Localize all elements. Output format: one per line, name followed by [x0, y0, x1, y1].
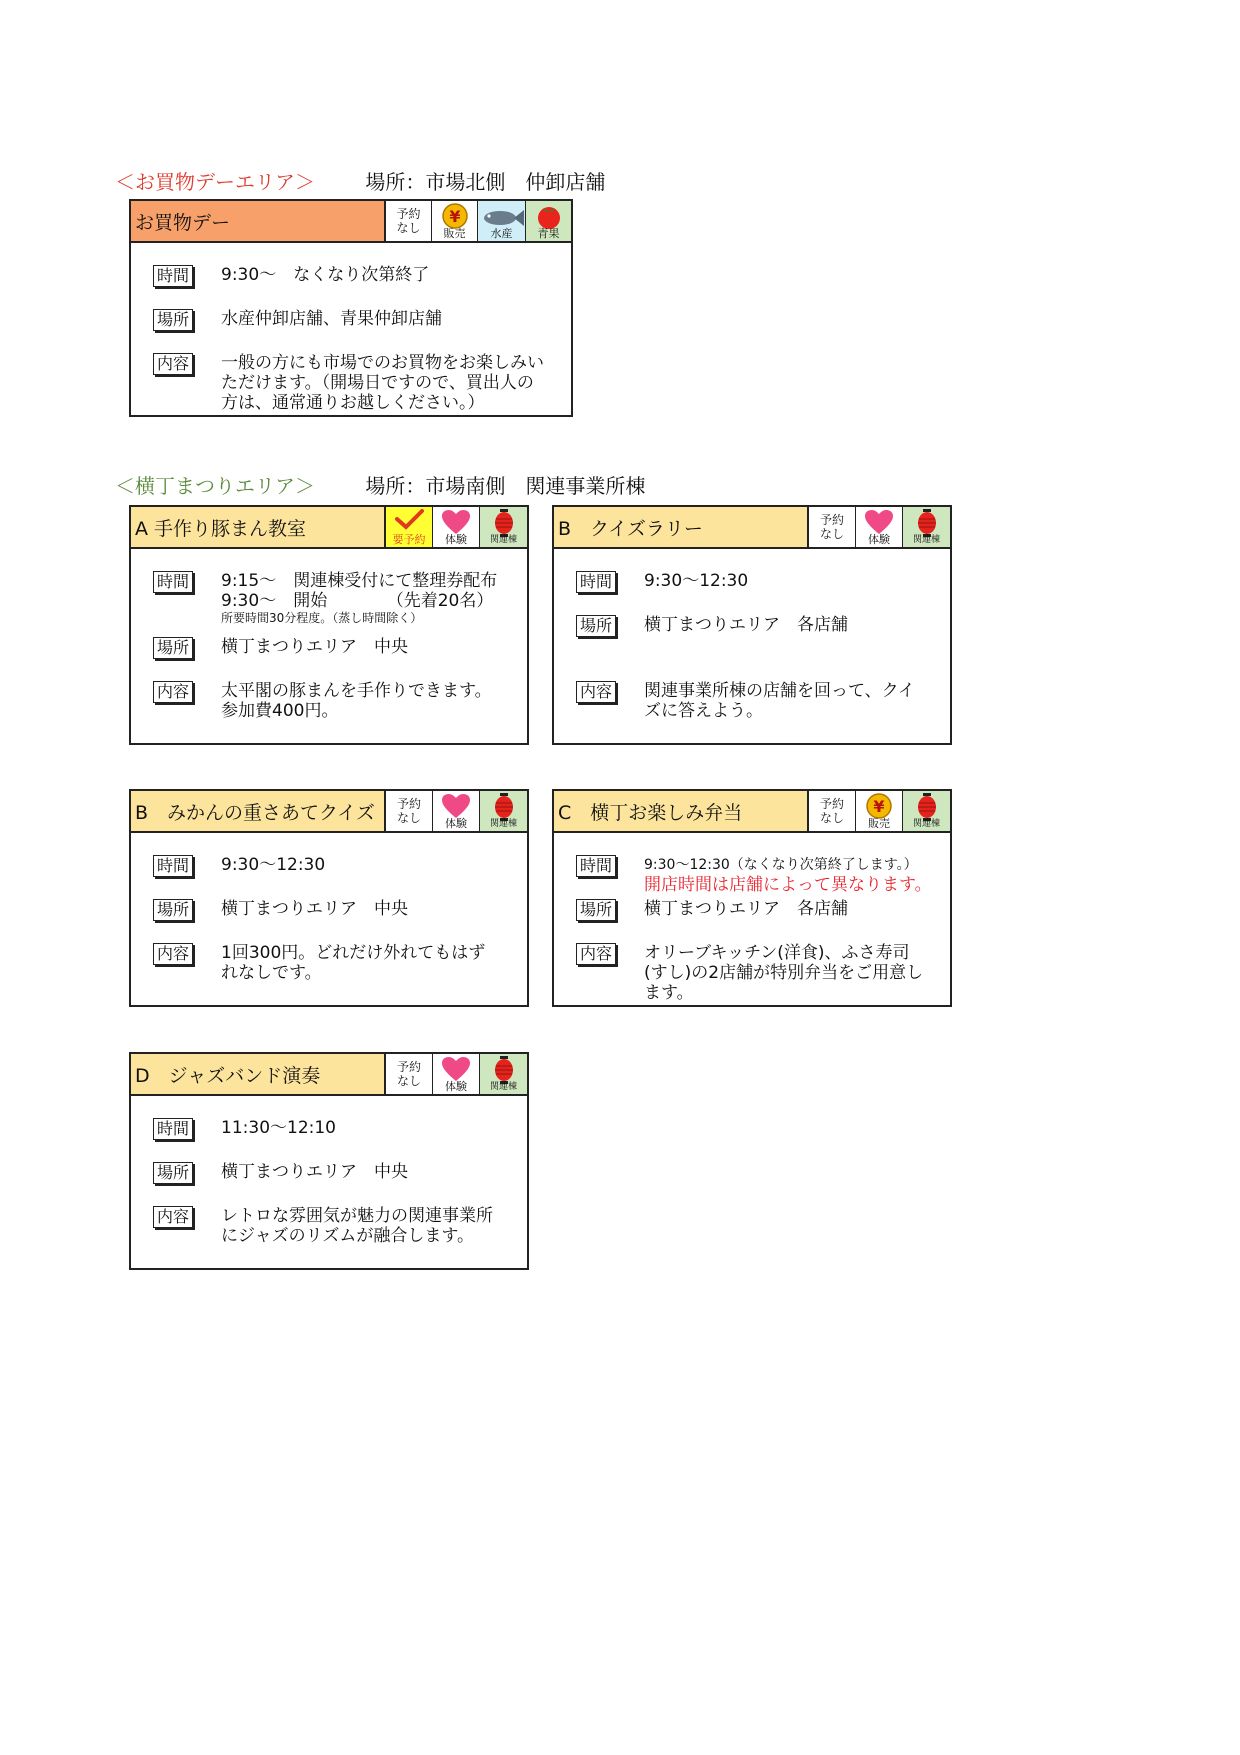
content-row	[153, 943, 485, 983]
time-value: 9:30～12:30（なくなり次第終了します。）	[644, 857, 918, 873]
heart-icon	[441, 793, 471, 819]
badge-group	[808, 791, 950, 831]
place-label: 場所	[153, 1162, 193, 1184]
badge-label: 関連棟	[489, 819, 517, 829]
area-location: 場所：市場北側 仲卸店舗	[365, 170, 606, 194]
no-reservation-badge	[385, 1054, 432, 1094]
lantern-icon	[917, 509, 937, 537]
no-reservation-badge	[808, 507, 855, 547]
experience-badge	[432, 1054, 479, 1094]
card-title: C 横丁お楽しみ弁当	[554, 791, 808, 831]
fish-icon	[480, 207, 524, 229]
badge-label: 予約 なし	[396, 206, 421, 235]
card-title: お買物デー	[131, 201, 385, 241]
card-header	[131, 507, 527, 549]
content-row	[153, 353, 544, 413]
heart-icon	[441, 509, 471, 535]
time-value: 9:15～ 関連棟受付にて整理券配布 9:30～ 開始 （先着20名）	[221, 571, 498, 611]
badge-label: 体験	[868, 533, 890, 546]
section-header-okaimono	[115, 166, 605, 195]
time-row	[153, 855, 325, 877]
badge-group	[385, 201, 571, 241]
kanren-badge	[902, 507, 950, 547]
time-row	[576, 855, 932, 895]
badge-label: 販売	[868, 817, 890, 830]
badge-label: 水産	[490, 227, 513, 240]
content-label: 内容	[153, 943, 193, 965]
place-label: 場所	[153, 637, 193, 659]
kanren-badge	[479, 791, 527, 831]
tomato-icon	[535, 203, 563, 229]
content-value: 一般の方にも市場でのお買物をお楽しみい ただけます。（開場日ですので、買出人の 方は、通常通りお越しください。）	[221, 353, 545, 413]
lantern-icon	[494, 793, 514, 821]
card-header	[554, 507, 950, 549]
no-reservation-badge	[385, 201, 431, 241]
time-value: 9:30～12:30	[644, 571, 749, 591]
experience-badge	[432, 791, 479, 831]
event-card-mikan-quiz	[129, 789, 529, 1007]
time-label: 時間	[153, 265, 193, 287]
place-label: 場所	[576, 899, 616, 921]
card-header	[131, 1054, 527, 1096]
content-value: オリーブキッチン(洋食)、ふさ寿司 (すし)の2店舗が特別弁当をご用意し ます。	[644, 943, 924, 1003]
place-value: 水産仲卸店舗、青果仲卸店舗	[221, 309, 443, 329]
place-value: 横丁まつりエリア 各店舗	[644, 615, 849, 635]
card-title: A 手作り豚まん教室	[131, 507, 385, 547]
badge-label: 予約 なし	[819, 512, 844, 541]
no-reservation-badge	[385, 791, 432, 831]
badge-label: 関連棟	[489, 535, 517, 545]
svg-text:¥: ¥	[448, 207, 461, 226]
time-label: 時間	[153, 1118, 193, 1140]
place-row	[153, 637, 408, 659]
section-header-yokocho	[115, 470, 645, 499]
no-reservation-badge	[808, 791, 855, 831]
card-header	[131, 791, 527, 833]
svg-text:¥: ¥	[873, 797, 885, 816]
yen-coin-icon	[866, 793, 892, 819]
time-row	[153, 571, 497, 625]
badge-label: 予約 なし	[396, 796, 421, 825]
time-block	[644, 855, 932, 895]
time-value: 9:30～12:30	[221, 855, 326, 875]
time-row	[153, 265, 429, 287]
area-title: ＜お買物デーエリア＞	[115, 170, 315, 194]
area-title: ＜横丁まつりエリア＞	[115, 474, 315, 498]
kanren-badge	[479, 507, 527, 547]
badge-group	[808, 507, 950, 547]
badge-label: 青果	[537, 227, 560, 240]
content-label: 内容	[576, 681, 616, 703]
sales-badge	[431, 201, 477, 241]
place-row	[576, 899, 848, 921]
check-icon	[394, 509, 424, 531]
content-label: 内容	[153, 1206, 193, 1228]
place-row	[153, 309, 442, 331]
badge-label: 予約 なし	[819, 796, 844, 825]
time-label: 時間	[576, 571, 616, 593]
content-value: 関連事業所棟の店舗を回って、クイ ズに答えよう。	[644, 681, 915, 721]
time-label: 時間	[153, 855, 193, 877]
area-location: 場所：市場南側 関連事業所棟	[365, 474, 646, 498]
card-header	[131, 201, 571, 243]
content-value: 太平閣の豚まんを手作りできます。 参加費400円。	[221, 681, 492, 721]
badge-label: 予約 なし	[396, 1059, 421, 1088]
suisan-badge	[477, 201, 525, 241]
content-row	[576, 681, 915, 721]
seika-badge	[525, 201, 571, 241]
event-card-butaman	[129, 505, 529, 745]
time-block	[221, 571, 497, 625]
time-warning: 開店時間は店舗によって異なります。	[644, 875, 932, 895]
time-label: 時間	[153, 571, 193, 593]
time-row	[576, 571, 748, 593]
badge-label: 関連棟	[912, 819, 940, 829]
badge-label: 体験	[445, 817, 467, 830]
time-note: 所要時間30分程度。（蒸し時間除く）	[221, 611, 423, 625]
kanren-badge	[902, 791, 950, 831]
heart-icon	[441, 1056, 471, 1082]
time-value: 9:30～ なくなり次第終了	[221, 265, 430, 285]
content-label: 内容	[153, 353, 193, 375]
content-row	[153, 1206, 493, 1246]
time-label: 時間	[576, 855, 616, 877]
yen-coin-icon	[442, 203, 468, 229]
event-card-okaimono-day	[129, 199, 573, 417]
event-card-jazz	[129, 1052, 529, 1270]
place-row	[153, 899, 408, 921]
badge-label: 要予約	[392, 533, 426, 546]
badge-label: 体験	[445, 533, 467, 546]
content-label: 内容	[153, 681, 193, 703]
content-value: 1回300円。どれだけ外れてもはず れなしです。	[221, 943, 486, 983]
kanren-badge	[479, 1054, 527, 1094]
card-header	[554, 791, 950, 833]
experience-badge	[432, 507, 479, 547]
event-card-bento	[552, 789, 952, 1007]
badge-label: 販売	[443, 227, 466, 240]
badge-label: 関連棟	[489, 1082, 517, 1092]
content-row	[576, 943, 923, 1003]
place-value: 横丁まつりエリア 中央	[221, 899, 409, 919]
badge-group	[385, 507, 527, 547]
content-row	[153, 681, 492, 721]
place-row	[576, 615, 848, 637]
badge-group	[385, 1054, 527, 1094]
place-row	[153, 1162, 408, 1184]
experience-badge	[855, 507, 902, 547]
lantern-icon	[494, 509, 514, 537]
need-reservation-badge	[385, 507, 432, 547]
place-label: 場所	[153, 309, 193, 331]
badge-label: 関連棟	[912, 535, 940, 545]
place-label: 場所	[153, 899, 193, 921]
content-value: レトロな雰囲気が魅力の関連事業所 にジャズのリズムが融合します。	[221, 1206, 494, 1246]
heart-icon	[864, 509, 894, 535]
card-title: B クイズラリー	[554, 507, 808, 547]
event-card-quiz-rally	[552, 505, 952, 745]
badge-group	[385, 791, 527, 831]
place-value: 横丁まつりエリア 中央	[221, 1162, 409, 1182]
place-label: 場所	[576, 615, 616, 637]
time-value: 11:30～12:10	[221, 1118, 336, 1138]
badge-label: 体験	[445, 1080, 467, 1093]
place-value: 横丁まつりエリア 中央	[221, 637, 409, 657]
card-title: B みかんの重さあてクイズ	[131, 791, 385, 831]
lantern-icon	[917, 793, 937, 821]
content-label: 内容	[576, 943, 616, 965]
place-value: 横丁まつりエリア 各店舗	[644, 899, 849, 919]
time-row	[153, 1118, 336, 1140]
card-title: D ジャズバンド演奏	[131, 1054, 385, 1094]
lantern-icon	[494, 1056, 514, 1084]
sales-badge	[855, 791, 902, 831]
